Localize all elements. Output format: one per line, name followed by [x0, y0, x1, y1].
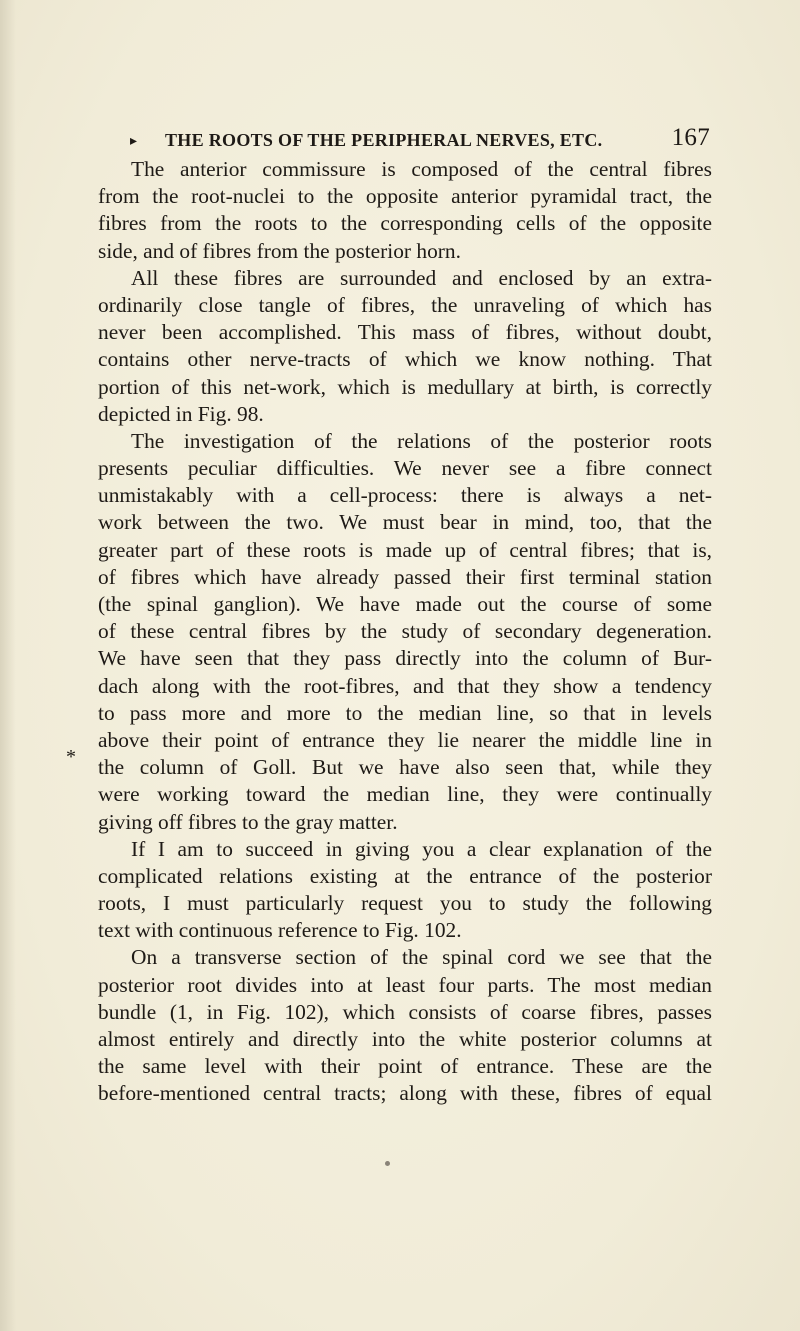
text-line: giving off fibres to the gray matter.	[98, 809, 398, 834]
page-number: 167	[671, 124, 710, 151]
text-line: were working toward the median line, they were continually	[98, 782, 712, 807]
text-line: work between the two. We must bear in mind, too, that the	[98, 510, 712, 535]
body-text	[98, 156, 712, 1108]
text-line: On a transverse section of the spinal cord we see that the	[131, 945, 712, 970]
text-line: ordinarily close tangle of fibres, the unraveling of which has	[98, 292, 712, 317]
text-line: greater part of these roots is made up of central fibres; that is,	[98, 537, 712, 562]
text-line: depicted in Fig. 98.	[98, 401, 264, 426]
text-line: the same level with their point of entrance. These are the	[98, 1054, 712, 1079]
text-line: bundle (1, in Fig. 102), which consists of coarse fibres, passes	[98, 999, 712, 1024]
header-bullet-mark: ▸	[130, 134, 138, 149]
text-line: unmistakably with a cell-process: there is always a net-	[98, 483, 712, 508]
text-line: never been accomplished. This mass of fibres, without doubt,	[98, 320, 712, 345]
text-line: complicated relations existing at the entrance of the posterior	[98, 863, 712, 888]
text-line: contains other nerve-tracts of which we know nothing. That	[98, 347, 712, 372]
text-line: almost entirely and directly into the white posterior columns at	[98, 1027, 712, 1051]
text-line: side, and of fibres from the posterior horn.	[98, 238, 461, 263]
text-line: presents peculiar difficulties. We never see a fibre connect	[98, 456, 712, 481]
text-line: All these fibres are surrounded and enclosed by an extra-	[131, 265, 712, 290]
text-line: roots, I must particularly request you to study the following	[98, 891, 712, 916]
text-line: (the spinal ganglion). We have made out the course of some	[98, 592, 712, 616]
text-line: of fibres which have already passed their first terminal station	[98, 564, 712, 589]
text-line: portion of this net-work, which is medullary at birth, is correctly	[98, 374, 712, 399]
running-head: THE ROOTS OF THE PERIPHERAL NERVES, ETC.	[165, 130, 603, 150]
text-line: above their point of entrance they lie nearer the middle line in	[98, 727, 712, 752]
margin-mark: *	[66, 746, 76, 768]
text-line: The anterior commissure is composed of the central fibres	[131, 157, 712, 181]
text-line: of these central fibres by the study of secondary degeneration.	[98, 619, 712, 644]
text-line: text with continuous reference to Fig. 102.	[98, 918, 462, 943]
text-line: We have seen that they pass directly into the column of Bur-	[98, 646, 712, 671]
page-gutter-shadow	[0, 0, 16, 1331]
text-line: to pass more and more to the median line, so that in levels	[98, 700, 712, 725]
text-line: the column of Goll. But we have also seen that, while they	[98, 755, 712, 780]
text-line: fibres from the roots to the corresponding cells of the opposite	[98, 211, 712, 236]
text-line: The investigation of the relations of the posterior roots	[131, 428, 712, 453]
text-line: before-mentioned central tracts; along with these, fibres of equal	[98, 1081, 712, 1106]
text-line: dach along with the root-fibres, and that they show a tendency	[98, 673, 712, 698]
text-line: If I am to succeed in giving you a clear explanation of the	[131, 836, 712, 861]
ink-speck	[385, 1161, 390, 1166]
page-header	[130, 124, 710, 158]
text-line: posterior root divides into at least four parts. The most median	[98, 972, 712, 997]
text-line: from the root-nuclei to the opposite anterior pyramidal tract, the	[98, 184, 712, 209]
